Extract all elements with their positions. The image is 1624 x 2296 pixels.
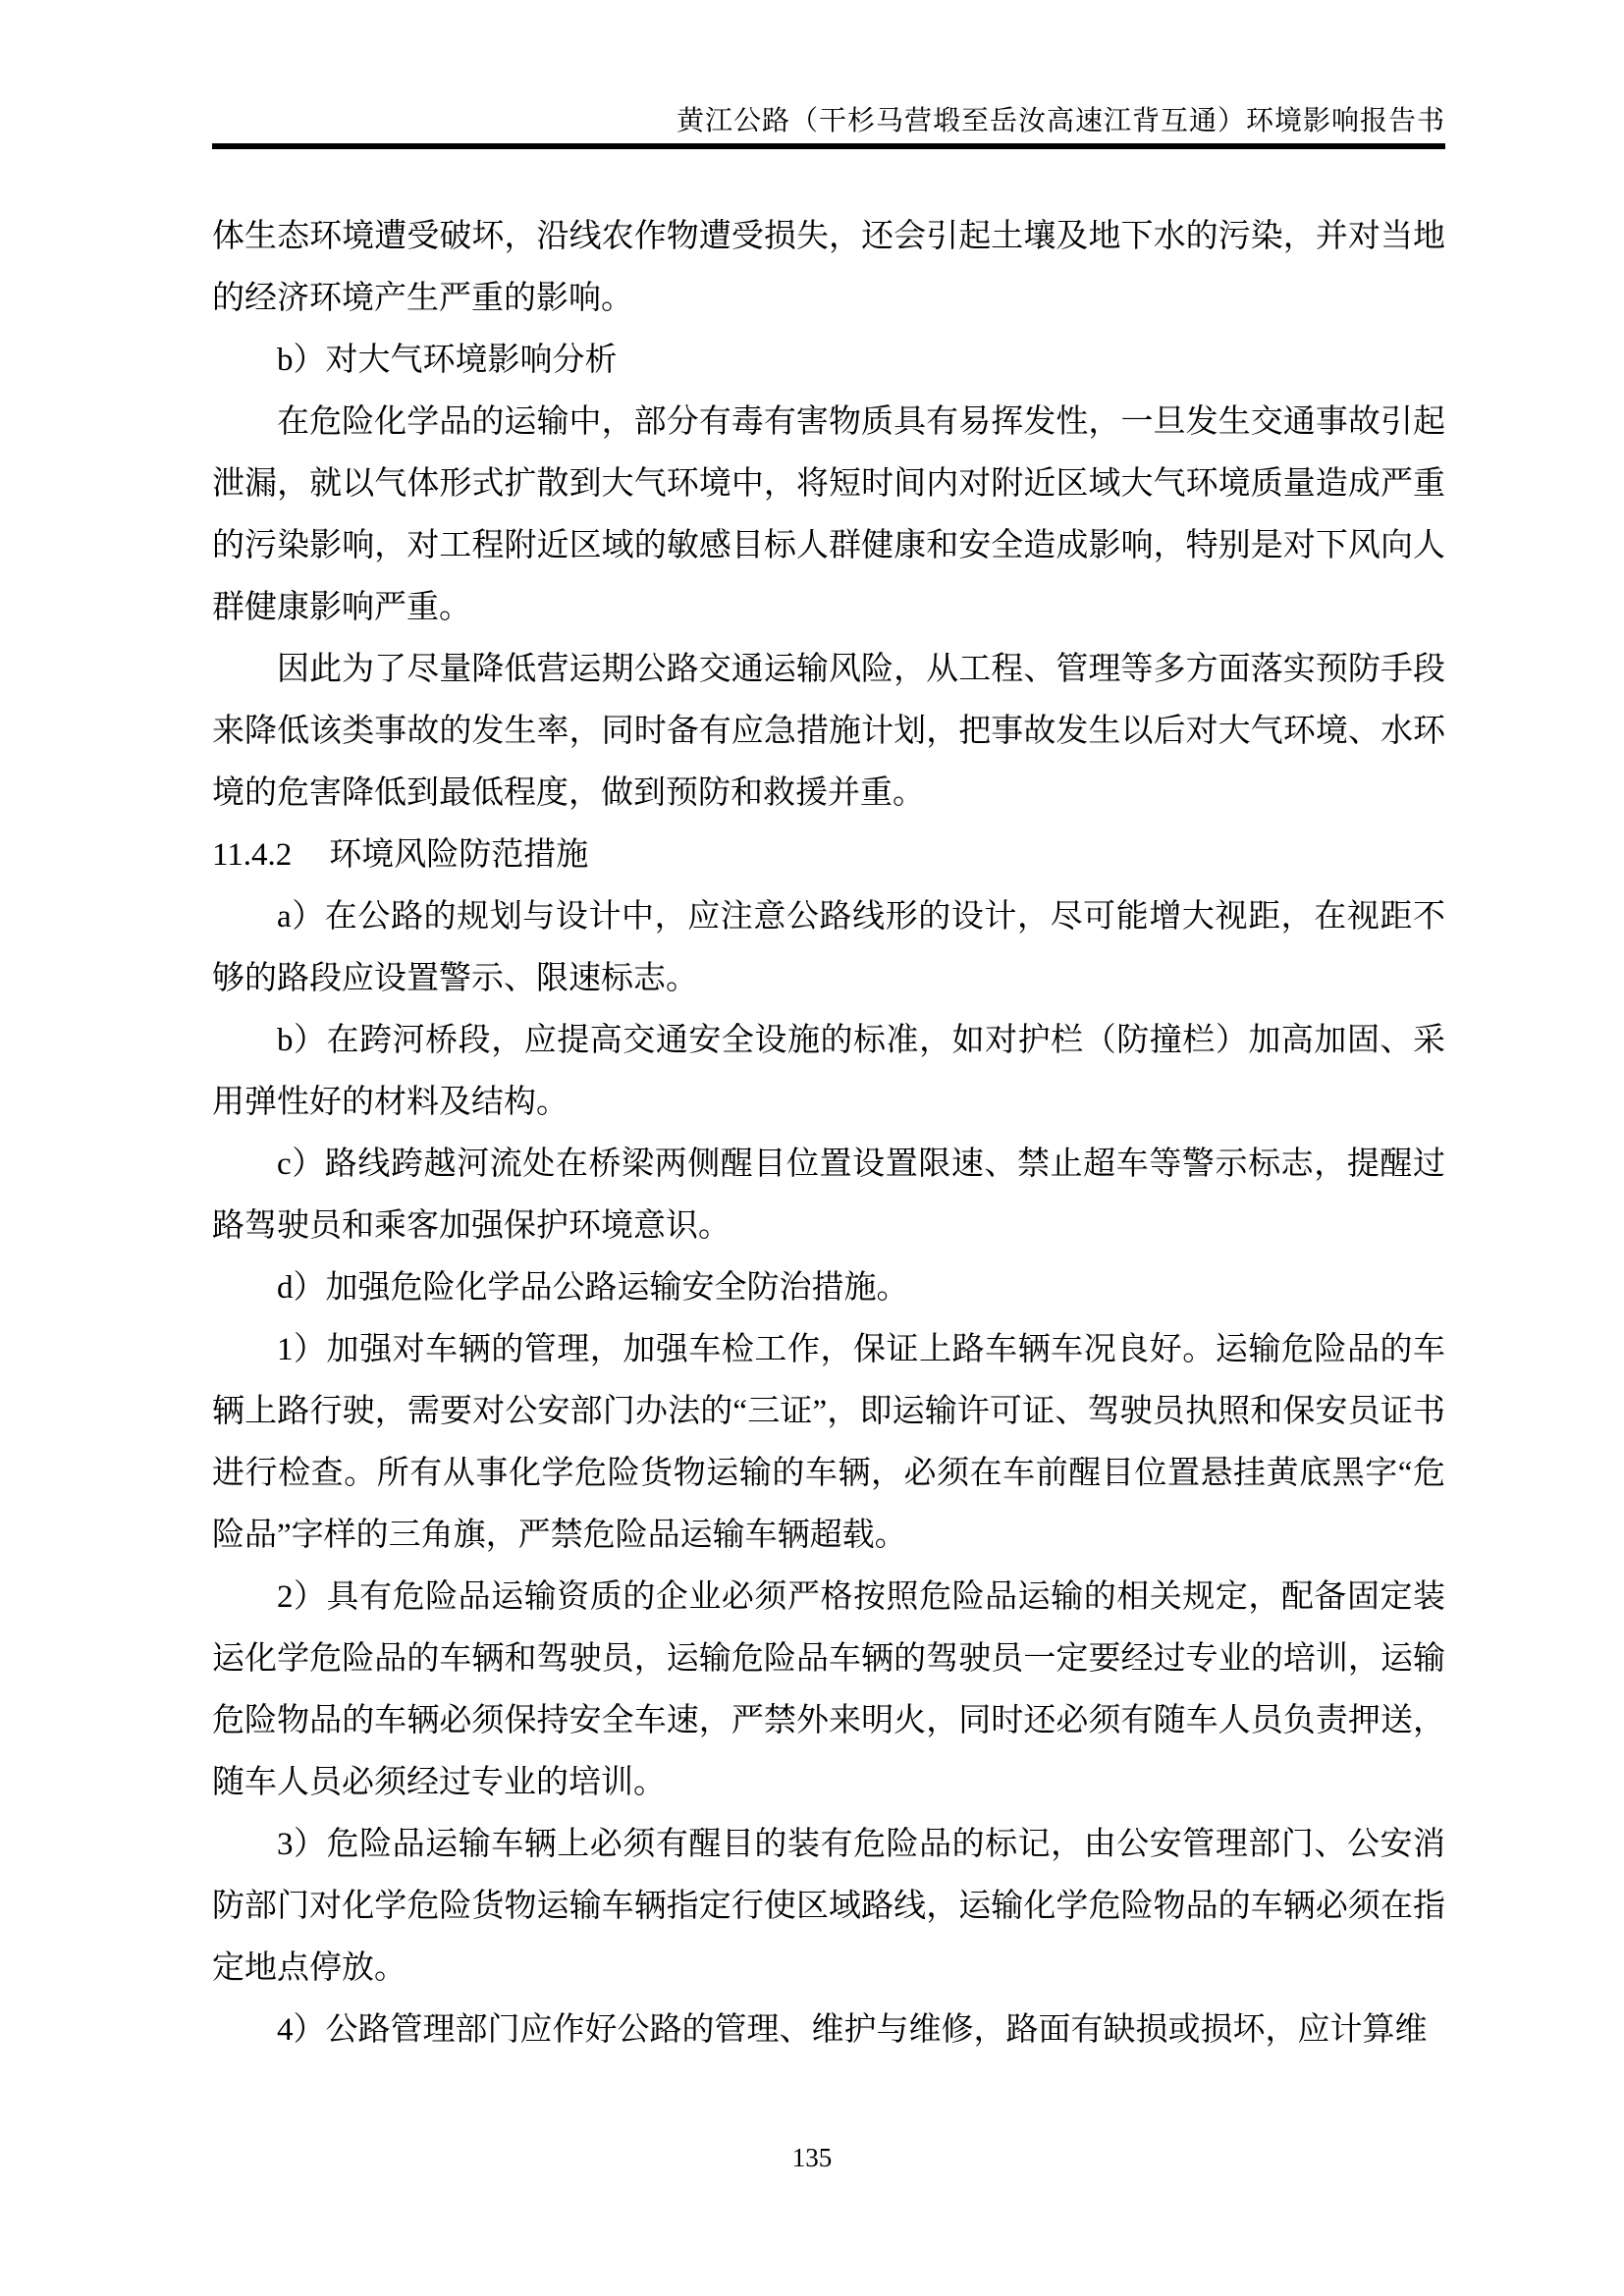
page-footer: [0, 2140, 1624, 2175]
paragraph: 1）加强对车辆的管理，加强车检工作，保证上路车辆车况良好。运输危险品的车辆上路行驶，需要对公安部门办法的“三证”，即运输许可证、驾驶员执照和保安员证书进行检查。所有从事化学危险货物运输的车辆，必须在车前醒目位置悬挂黄底黑字“危险品”字样的三角旗，严禁危险品运输车辆超载。: [212, 1332, 1445, 1553]
page-number: 135: [791, 2143, 833, 2172]
paragraph: b）对大气环境影响分析: [277, 343, 618, 378]
paragraph: c）路线跨越河流处在桥梁两侧醒目位置设置限速、禁止超车等警示标志，提醒过路驾驶员和乘客加强保护环境意识。: [212, 1147, 1445, 1244]
section-number: 11.4.2: [212, 837, 293, 873]
page-header: [212, 102, 1445, 149]
paragraph: 在危险化学品的运输中，部分有毒有害物质具有易挥发性，一旦发生交通事故引起泄漏，就以气体形式扩散到大气环境中，将短时间内对附近区域大气环境质量造成严重的污染影响，对工程附近区域的敏感目标人群健康和安全造成影响，特别是对下风向人群健康影响严重。: [212, 404, 1445, 625]
paragraph: 4）公路管理部门应作好公路的管理、维护与维修，路面有缺损或损坏，应计算维: [277, 2012, 1428, 2048]
section-title: 环境风险防范措施: [329, 837, 589, 873]
paragraph: d）加强危险化学品公路运输安全防治措施。: [277, 1270, 909, 1306]
paragraph: 2）具有危险品运输资质的企业必须严格按照危险品运输的相关规定，配备固定装运化学危险品的车辆和驾驶员，运输危险品车辆的驾驶员一定要经过专业的培训，运输危险物品的车辆必须保持安全车速，严禁外来明火，同时还必须有随车人员负责押送，随车人员必须经过专业的培训。: [212, 1579, 1445, 1800]
paragraph: 因此为了尽量降低营运期公路交通运输风险，从工程、管理等多方面落实预防手段来降低该类事故的发生率，同时备有应急措施计划，把事故发生以后对大气环境、水环境的危害降低到最低程度，做到预防和救援并重。: [212, 652, 1445, 811]
paragraph: a）在公路的规划与设计中，应注意公路线形的设计，尽可能增大视距，在视距不够的路段应设置警示、限速标志。: [212, 899, 1445, 996]
document-body: [212, 206, 1445, 2061]
paragraph: b）在跨河桥段，应提高交通安全设施的标准，如对护栏（防撞栏）加高加固、采用弹性好的材料及结构。: [212, 1023, 1445, 1120]
paragraph: 3）危险品运输车辆上必须有醒目的装有危险品的标记，由公安管理部门、公安消防部门对化学危险货物运输车辆指定行使区域路线，运输化学危险物品的车辆必须在指定地点停放。: [212, 1827, 1445, 1986]
paragraph: 体生态环境遭受破坏，沿线农作物遭受损失，还会引起土壤及地下水的污染，并对当地的经济环境产生严重的影响。: [212, 219, 1445, 316]
header-title: 黄江公路（干杉马营塅至岳汝高速江背互通）环境影响报告书: [676, 106, 1445, 136]
section-heading: [212, 825, 1445, 886]
